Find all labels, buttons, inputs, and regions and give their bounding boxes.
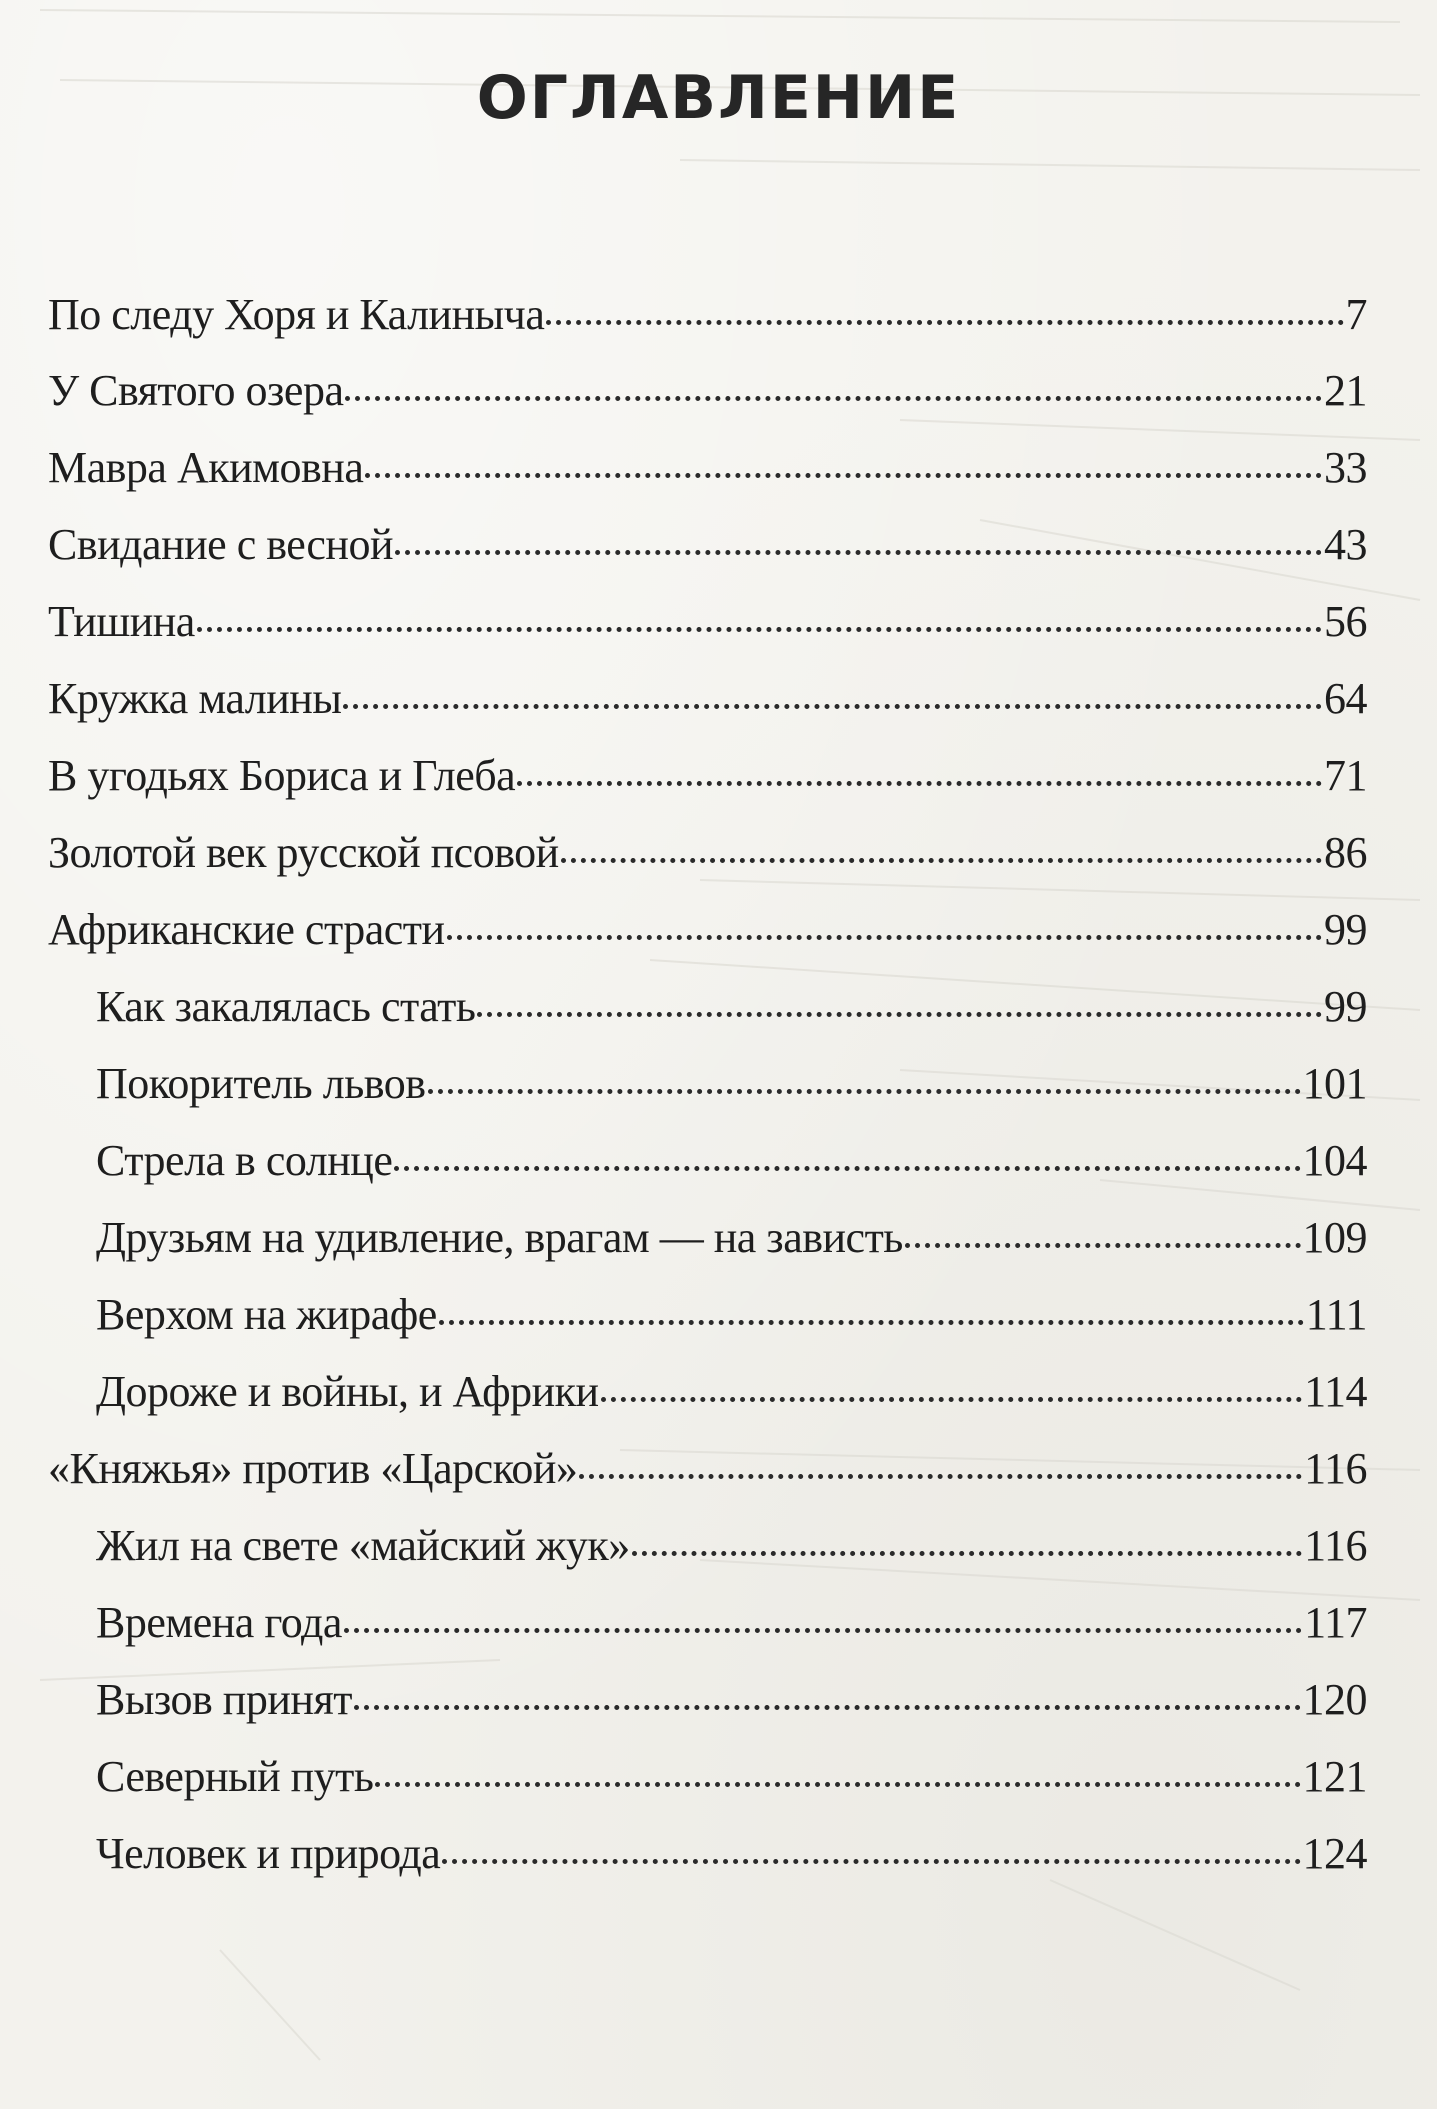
- toc-entry-page: 43: [1324, 520, 1367, 569]
- toc-entry[interactable]: [48, 512, 1367, 578]
- toc-entry-title: Золотой век русской псовой: [48, 828, 559, 877]
- toc-subentry[interactable]: [96, 1821, 1367, 1887]
- toc-entry-page: 114: [1304, 1367, 1367, 1416]
- toc-entry-page: 101: [1302, 1059, 1367, 1108]
- toc-entry[interactable]: [48, 666, 1367, 732]
- toc-entry-page: 116: [1304, 1444, 1367, 1493]
- toc-entry-title: Человек и природа: [96, 1829, 441, 1878]
- toc-entry-page: 111: [1305, 1290, 1367, 1339]
- toc-entry[interactable]: [48, 743, 1367, 809]
- toc-entry-title: Тишина: [48, 597, 195, 646]
- toc-entry[interactable]: [48, 589, 1367, 655]
- dot-leader: [395, 550, 1322, 555]
- dot-leader: [447, 935, 1322, 940]
- toc-entry[interactable]: [48, 1436, 1367, 1502]
- toc-subentry[interactable]: [96, 1744, 1367, 1810]
- toc-entry-title: В угодьях Бориса и Глеба: [48, 751, 516, 800]
- toc-entry-title: Покоритель львов: [96, 1059, 426, 1108]
- toc-entry-title: Мавра Акимовна: [48, 443, 364, 492]
- toc-entry-page: 33: [1324, 443, 1367, 492]
- toc-entry-title: Друзьям на удивление, врагам — на зависть: [96, 1213, 903, 1262]
- toc-entry-page: 99: [1324, 905, 1367, 954]
- toc-entry[interactable]: [48, 358, 1367, 424]
- dot-leader: [905, 1243, 1301, 1248]
- toc-entry-title: Верхом на жирафе: [96, 1290, 437, 1339]
- dot-leader: [579, 1474, 1302, 1479]
- toc-subentry[interactable]: [96, 1051, 1367, 1117]
- dot-leader: [344, 1628, 1302, 1633]
- toc-entry-page: 86: [1324, 828, 1367, 877]
- toc-entry-page: 21: [1324, 366, 1367, 415]
- toc-entry-title: «Княжья» против «Царской»: [48, 1444, 578, 1493]
- toc-entry-title: Времена года: [96, 1598, 342, 1647]
- toc-title: ОГЛАВЛЕНИЕ: [476, 63, 961, 133]
- toc-entry-page: 99: [1324, 982, 1367, 1031]
- dot-leader: [632, 1551, 1302, 1556]
- dot-leader: [477, 1012, 1322, 1017]
- dot-leader: [343, 704, 1322, 709]
- toc-entry-page: 64: [1324, 674, 1367, 723]
- toc-subentry[interactable]: [96, 1590, 1367, 1656]
- toc-entry-page: 120: [1302, 1675, 1367, 1724]
- toc-entry-title: Африканские страсти: [48, 905, 445, 954]
- toc-entry-title: У Святого озера: [48, 366, 344, 415]
- dot-leader: [561, 858, 1322, 863]
- toc-entry[interactable]: [48, 897, 1367, 963]
- toc-entry-title: Кружка малины: [48, 674, 342, 723]
- toc-entry[interactable]: [48, 282, 1367, 348]
- toc-entry-title: Дороже и войны, и Африки: [96, 1367, 599, 1416]
- toc-entry-title: Свидание с весной: [48, 520, 394, 569]
- dot-leader: [365, 473, 1322, 478]
- toc-entry[interactable]: [48, 820, 1367, 886]
- dot-leader: [394, 1166, 1300, 1171]
- toc-subentry[interactable]: [96, 1667, 1367, 1733]
- dot-leader: [345, 396, 1322, 401]
- dot-leader: [354, 1705, 1301, 1710]
- toc-subentry[interactable]: [96, 1513, 1367, 1579]
- toc-entry-title: Северный путь: [96, 1752, 374, 1801]
- toc-entry-title: Жил на свете «майский жук»: [96, 1521, 630, 1570]
- dot-leader: [546, 320, 1343, 325]
- toc-entry-page: 104: [1302, 1136, 1367, 1185]
- dot-leader: [375, 1782, 1300, 1787]
- dot-leader: [428, 1089, 1301, 1094]
- toc-entry-page: 109: [1302, 1213, 1367, 1262]
- dot-leader: [601, 1397, 1303, 1402]
- toc-entry-page: 71: [1324, 751, 1367, 800]
- toc-entry-title: Как закалялась стать: [96, 982, 476, 1031]
- toc-entry-page: 7: [1345, 290, 1367, 339]
- toc-subentry[interactable]: [96, 1282, 1367, 1348]
- toc-entry-page: 56: [1324, 597, 1367, 646]
- toc-entry-title: Вызов принят: [96, 1675, 352, 1724]
- toc-subentry[interactable]: [96, 1359, 1367, 1425]
- toc-subentry[interactable]: [96, 1128, 1367, 1194]
- toc-entry-page: 117: [1304, 1598, 1367, 1647]
- dot-leader: [439, 1320, 1304, 1325]
- toc-subentry[interactable]: [96, 974, 1367, 1040]
- toc-entry-page: 116: [1304, 1521, 1367, 1570]
- dot-leader: [442, 1859, 1300, 1864]
- toc-subentry[interactable]: [96, 1205, 1367, 1271]
- dot-leader: [197, 627, 1322, 632]
- toc-entry[interactable]: [48, 435, 1367, 501]
- toc-entry-page: 121: [1302, 1752, 1367, 1801]
- toc-entry-title: Стрела в солнце: [96, 1136, 393, 1185]
- toc-entry-page: 124: [1302, 1829, 1367, 1878]
- toc-entry-title: По следу Хоря и Калиныча: [48, 290, 545, 339]
- dot-leader: [517, 781, 1322, 786]
